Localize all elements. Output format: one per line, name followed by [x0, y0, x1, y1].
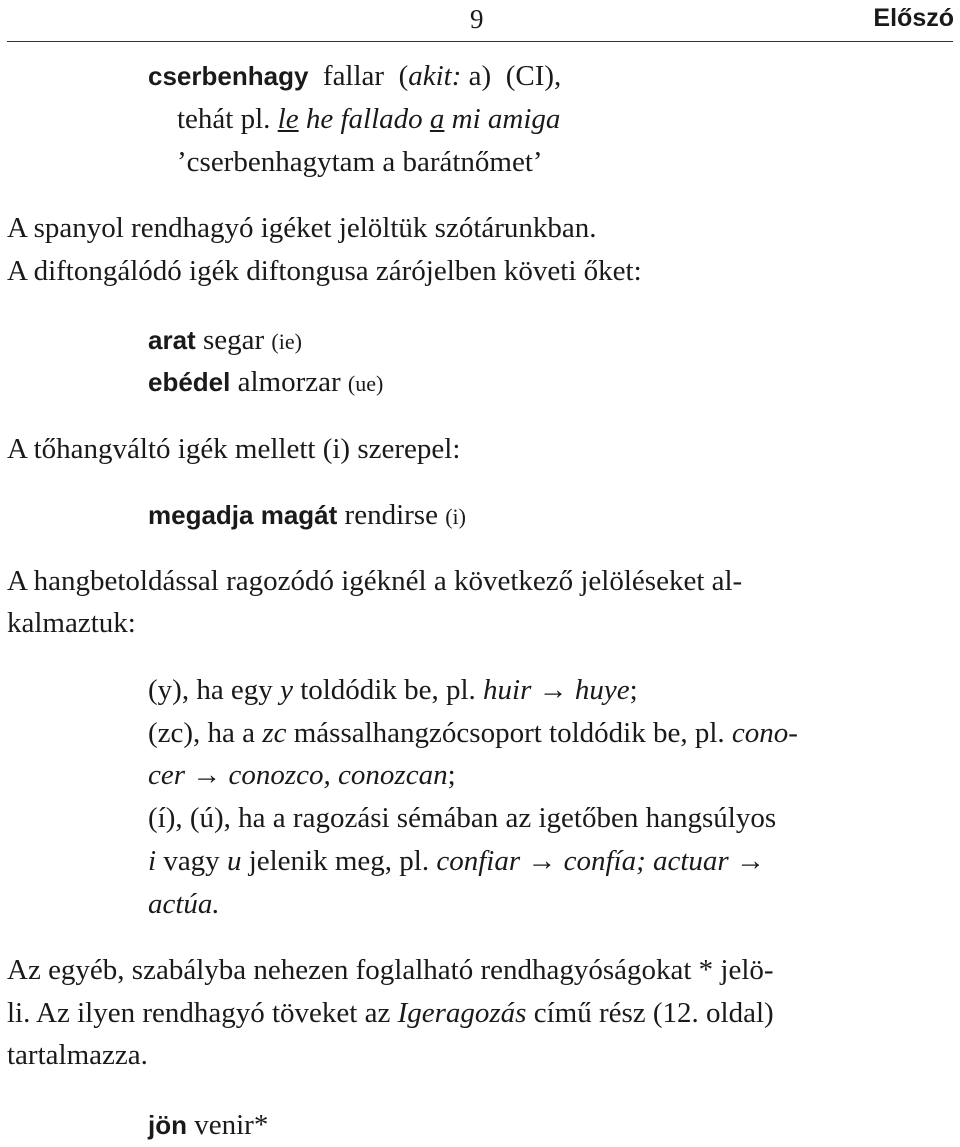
rule-zc-example-start: cono- — [731, 717, 798, 749]
rule-iu-i: i — [148, 845, 157, 877]
entry-translation: almorzar — [237, 366, 341, 398]
rule-iu-example: confiar → confía; actuar → — [436, 845, 765, 877]
paragraph-diphthong: A diftongálódó igék diftongusa zárójelben követi őket: — [7, 255, 642, 287]
header-rule — [7, 41, 953, 42]
entry-arat — [148, 322, 302, 360]
entry-megadja — [148, 497, 466, 535]
rule-zc-cont — [148, 757, 456, 793]
other-text-a: li. Az ilyen rendhagyó töveket az — [7, 997, 391, 1029]
other-text-c: című rész (12. oldal) — [533, 997, 774, 1029]
rule-iu-line3: actúa. — [148, 888, 220, 920]
entry-ebedel — [148, 364, 383, 402]
entry-gloss: ’cserbenhagytam a barátnőmet’ — [177, 146, 543, 178]
rule-zc-text-2: mássalhangzócsoport toldódik be, pl. — [293, 717, 725, 749]
example-le: le — [277, 103, 299, 135]
entry-headword: arat — [148, 325, 196, 355]
rule-y-punct: ; — [629, 674, 638, 706]
entry-tag: (i) — [445, 504, 466, 529]
example-intro: tehát pl. — [177, 103, 271, 135]
paragraph-stem-change: A tőhangváltó igék mellett (i) szerepel: — [7, 433, 461, 465]
example-end: mi amiga — [451, 103, 561, 135]
entry-example — [177, 101, 560, 137]
grammar-akit: akit: — [408, 60, 462, 92]
entry-tag: (ue) — [347, 371, 384, 396]
entry-jon — [148, 1107, 268, 1143]
example-a: a — [429, 103, 445, 135]
paragraph-irregular: A spanyol rendhagyó igéket jelöltük szótárunkban. — [7, 212, 597, 244]
rule-y-text: (y), ha egy — [148, 674, 273, 706]
rule-zc-example: cer → conozco, conozcan — [148, 759, 448, 791]
rule-iu-u: u — [226, 845, 242, 877]
rule-zc-letters: zc — [262, 717, 287, 749]
page-header — [0, 0, 960, 46]
rule-y-letter: y — [280, 674, 293, 706]
entry-translation: venir* — [194, 1109, 269, 1141]
section-title: Előszó — [873, 4, 954, 32]
entry-headword: ebédel — [148, 367, 231, 397]
other-text-italic: Igeragozás — [397, 997, 527, 1029]
rule-iu-line2 — [148, 843, 765, 879]
grammar-a: a) — [461, 60, 492, 92]
grammar-paren: ( — [398, 60, 409, 92]
entry-headword: jön — [148, 1110, 187, 1140]
entry-headword: cserbenhagy — [148, 61, 309, 91]
paragraph-other-line2 — [7, 995, 774, 1031]
paragraph-other-line1: Az egyéb, szabályba nehezen foglalható rendhagyóságokat * jelö- — [7, 954, 774, 986]
rule-iu-or: vagy — [163, 845, 220, 877]
page-number: 9 — [470, 4, 484, 34]
entry-headword: megadja magát — [148, 500, 338, 530]
paragraph-insertion-line1: A hangbetoldással ragozódó igéknél a következő jelöléseket al- — [7, 565, 743, 597]
grammar-ci: (CI), — [505, 60, 562, 92]
example-mid: he fallado — [305, 103, 423, 135]
entry-cserbenhagy — [148, 58, 561, 94]
rule-y-example: huir → huye — [483, 674, 630, 706]
rule-y — [148, 672, 638, 708]
entry-tag: (ie) — [271, 329, 302, 354]
paragraph-insertion-line2: kalmaztuk: — [7, 607, 136, 639]
rule-iu-text: jelenik meg, pl. — [248, 845, 430, 877]
entry-translation: segar — [202, 324, 265, 356]
rule-iu-line1: (í), (ú), ha a ragozási sémában az igetőben hangsúlyos — [148, 802, 777, 834]
rule-zc — [148, 715, 798, 751]
entry-translation: fallar — [322, 60, 385, 92]
paragraph-other-line3: tartalmazza. — [7, 1039, 148, 1071]
rule-zc-punct: ; — [447, 759, 456, 791]
entry-translation: rendirse — [344, 499, 438, 531]
rule-zc-text: (zc), ha a — [148, 717, 256, 749]
rule-y-text-2: toldódik be, pl. — [300, 674, 476, 706]
